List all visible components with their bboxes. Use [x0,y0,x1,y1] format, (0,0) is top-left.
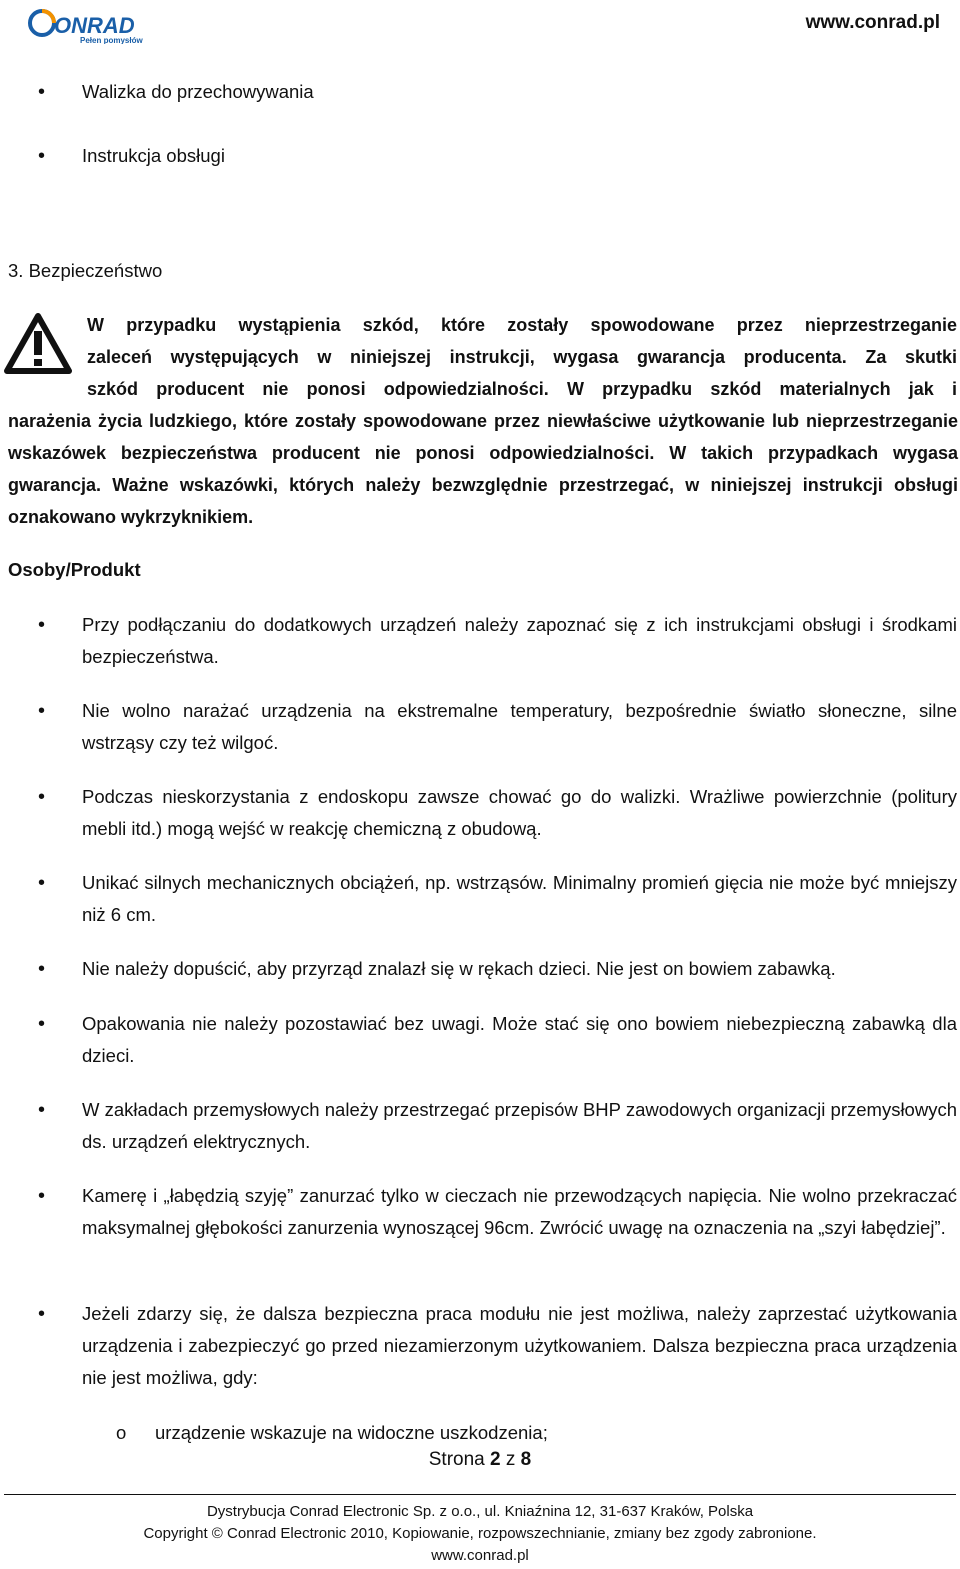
bullet-icon: • [38,145,46,167]
bullet-icon: • [38,786,46,808]
list-item-text: Przy podłączaniu do dodatkowych urządzeń należy zapoznać się z ich instrukcjami obsługi i środkami bezpieczeństwa. [82,614,957,667]
page-separator: z [505,1449,516,1470]
warning-line: W przypadku wystąpienia szkód, które zostały spowodowane przez nieprzestrzeganie [87,315,957,335]
warning-icon [4,313,72,375]
subsection-title: Osoby/Produkt [8,559,141,580]
sub-bullet-marker: o [116,1422,127,1443]
warning-line: zaleceń występujących w niniejszej instrukcji, wygasa gwarancja producenta. Za skutki [87,347,957,367]
bullet-icon: • [38,1099,46,1121]
warning-paragraph [8,405,958,533]
svg-text:Pełen pomysłów: Pełen pomysłów [80,36,143,44]
footer-copyright: Copyright © Conrad Electronic 2010, Kopiowanie, rozpowszechnianie, zmiany bez zgody zabronione. [143,1525,817,1542]
warning-line: szkód producent nie ponosi odpowiedzialności. W przypadku szkód materialnych jak i [87,379,957,399]
bullet-icon: • [38,872,46,894]
page-number [0,1447,960,1473]
list-item-text: Nie należy dopuścić, aby przyrząd znalazł się w rękach dzieci. Nie jest on bowiem zabawką. [82,958,836,979]
bullet-icon: • [38,1303,46,1325]
list-item-text: Podczas nieskorzystania z endoskopu zawsze chować go do walizki. Wrażliwe powierzchnie (politury mebli itd.) mogą wejść w reakcję chemiczną z obudową. [82,786,957,839]
bullet-icon: • [38,958,46,980]
conrad-logo [28,6,148,44]
list-item-text: Opakowania nie należy pozostawiać bez uwagi. Może stać się ono bowiem niebezpieczną zabawką dla dzieci. [82,1013,957,1066]
bullet-icon: • [38,81,46,103]
sub-list-item-text: urządzenie wskazuje na widoczne uszkodzenia; [155,1422,548,1443]
bullet-icon: • [38,1185,46,1207]
site-url[interactable]: www.conrad.pl [805,12,940,33]
list-item-text: Jeżeli zdarzy się, że dalsza bezpieczna praca modułu nie jest możliwa, należy zaprzestać użytkowania urządzenia i zabezpieczyć go przed niezamierzonym użytkowaniem. Dalsza bezpieczna praca urządzenia nie jest możliwa, gdy: [82,1303,957,1388]
warning-text: narażenia życia ludzkiego, które zostały spowodowane przez niewłaściwe użytkowanie lub nieprzestrzeganie wskazówek bezpieczeństwa producent nie ponosi odpowiedzialności. W takich przypadkach wygasa gwarancja. Ważne wskazówki, których należy bezwzględnie przestrzegać, w niniejszej instrukcji obsługi oznakowano wykrzyknikiem. [8,411,958,527]
page-current: 2 [490,1449,501,1470]
list-item-text: Unikać silnych mechanicznych obciążeń, np. wstrząsów. Minimalny promień gięcia nie może być mniejszy niż 6 cm. [82,872,957,925]
list-item-text: Nie wolno narażać urządzenia na ekstremalne temperatury, bezpośrednie światło słoneczne, silne wstrząsy czy też wilgoć. [82,700,957,753]
list-item-text: Instrukcja obsługi [82,145,225,166]
list-item-text: Walizka do przechowywania [82,81,314,102]
footer-url[interactable]: www.conrad.pl [431,1547,529,1564]
list-item-text: W zakładach przemysłowych należy przestrzegać przepisów BHP zawodowych organizacji przemysłowych ds. urządzeń elektrycznych. [82,1099,957,1152]
list-item-text: Kamerę i „łabędzią szyję” zanurzać tylko w cieczach nie przewodzących napięcia. Nie wolno przekraczać maksymalnej głębokości zanurzenia wynoszącej 96cm. Zwrócić uwagę na oznaczenia na „szyi łabędziej”. [82,1185,957,1238]
bullet-icon: • [38,614,46,636]
page-prefix: Strona [428,1449,485,1470]
bullet-icon: • [38,700,46,722]
bullet-icon: • [38,1013,46,1035]
page-total: 8 [520,1449,532,1470]
section-title: 3. Bezpieczeństwo [8,260,163,281]
svg-text:ONRAD: ONRAD [54,13,135,38]
footer-divider [4,1494,956,1495]
warning-intro [87,309,957,405]
footer-distributor: Dystrybucja Conrad Electronic Sp. z o.o., ul. Kniaźnina 12, 31-637 Kraków, Polska [206,1503,754,1520]
